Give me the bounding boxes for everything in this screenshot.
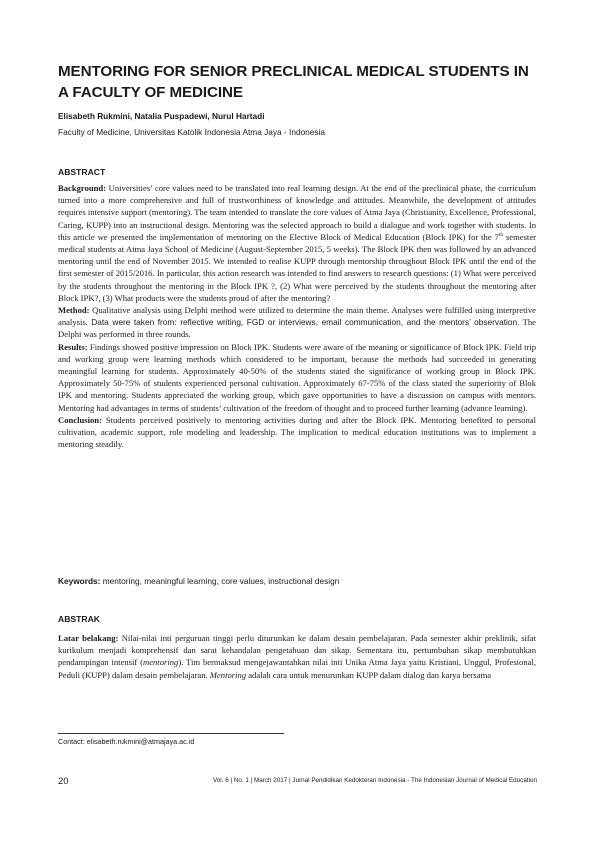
abstract-body xyxy=(58,182,536,450)
abstrak-label: Latar belakang: xyxy=(58,633,119,643)
conclusion-text: Students perceived positively to mentoring activities during and after the Block IPK. Mentoring benefited to personal cultivation, academic support, role modeling and leadership. The implication to medical education institutions was to implement a mentoring steadily. xyxy=(58,414,536,450)
article-authors: Elisabeth Rukmini, Natalia Puspadewi, Nurul Hartadi xyxy=(58,111,265,121)
abstrak-text-em2: Mentoring xyxy=(209,669,247,680)
background-label: Background: xyxy=(58,183,107,193)
abstract-methods xyxy=(58,304,536,341)
methods-text-pre: Qualitative analysis using Delphi method were utilized to determine the main theme. Analyses were fulfilled using interpretive analysis. xyxy=(58,305,536,328)
background-superscript: th xyxy=(498,231,504,238)
footnote-contact: Contact: elisabeth.rukmini@atmajaya.ac.id xyxy=(58,737,195,746)
article-affiliation: Faculty of Medicine, Universitas Katolik Indonesia Atma Jaya - Indonesia xyxy=(58,127,326,137)
conclusion-label: Conclusion: xyxy=(58,414,102,425)
abstrak-text-mid: ). Tim bermaksud mengejawantahkan nilai inti Unika Atma Jaya yaitu Kristiani, Unggul, Profesional, Peduli (KUPP) dalam desain pembelajaran. xyxy=(58,657,536,680)
results-text: Findings showed positive impression on Block IPK. Students were aware of the meaning or significance of Block IPK. Field trip and working group were learning methods which considered to be important, because the methods had succeeded in generating meaningful learning for students. Approximately 40-50% of the students stated the significance of working group in Block IPK. Approximately 50-75% of students experienced personal cultivation. Approximately 67-75% of the class stated the superiority of Blok IPK and mentoring. Students appreciated the working group, which gave opportunities to have a discussion on campus with mentors. Mentoring had advantages in terms of students’ cultivation of the freedom of thought and to proceed further learning (advance learning). xyxy=(58,341,536,413)
keywords-text: mentoring, meaningful learning, core values, instructional design xyxy=(100,576,340,586)
abstract-results xyxy=(58,341,536,414)
abstract-heading: ABSTRACT xyxy=(58,167,106,177)
journal-citation: Vol. 6 | No. 1 | March 2017 | Jurnal Pendidikan Kedokteran Indonesia - The Indonesian Journal of Medical Education xyxy=(212,777,537,784)
article-title: MENTORING FOR SENIOR PRECLINICAL MEDICAL STUDENTS IN A FACULTY OF MEDICINE xyxy=(58,63,529,101)
footnote-divider xyxy=(58,733,284,734)
background-text-post: semester medical students at Atma Jaya School of Medicine (August-September 2015, 5 weeks). The Block IPK then was followed by an advanced mentoring until the end of November 2015. We intended to realise KUPP through mentorship throughout Block IPK until the end of the first semester of 2015/2016. In particular, this action research was intended to find answers to research questions: (1) What were perceived by the students throughout the mentoring in the Block IPK ?, (2) What were perceived by the students throughout the mentoring after Block IPK?, (3) What products were the students proud of after the mentoring? xyxy=(58,231,536,303)
methods-text-post: The Delphi was performed in three rounds. xyxy=(58,317,537,340)
keywords-label: Keywords: xyxy=(58,576,101,586)
background-text-pre: Universities’ core values need to be translated into real learning design. At the end of the preclinical phase, the curriculum turned into a more comprehensive and full of trustworthiness of knowledge and attitudes. Meanwhile, the development of attitudes requires intensive support (mentoring). The team intended to translate the core values of Atma Jaya (Christianity, Excellence, Professional, Caring, KUPP) into an instructional design. Mentoring was the selected approach to build a dialogue and work together with students. In this article we presented the implementation of mentoring on the Elective Block of Medical Education (Block IPK) for the 7 xyxy=(58,183,536,242)
abstrak-body xyxy=(58,632,536,681)
keywords xyxy=(58,576,339,586)
results-label: Results: xyxy=(58,341,88,352)
page-number: 20 xyxy=(58,776,69,787)
abstract-background xyxy=(58,182,536,304)
abstrak-text-post: adalah cara untuk menurunkan KUPP dalam dialog dan karya bersama xyxy=(246,669,492,680)
abstrak-text-pre: Nilai-nilai inti perguruan tinggi perlu diturunkan ke dalam desain pembelajaran. Pada semester akhir preklinik, sifat kurikulum menjadi komprehensif dan sarat kehandalan pengetahuan dan sikap. Sementara itu, pertumbuhan sikap membutuhkan pendampingan intensif ( xyxy=(58,633,536,668)
methods-label: Method: xyxy=(58,305,90,316)
abstrak-text-em: mentoring xyxy=(142,657,179,668)
abstrak-heading: ABSTRAK xyxy=(58,614,101,624)
methods-text-sans: Data were taken from: reflective writing, FGD or interviews, email communication, and the mentors’ observation. xyxy=(91,317,520,328)
abstract-conclusion xyxy=(58,414,536,451)
